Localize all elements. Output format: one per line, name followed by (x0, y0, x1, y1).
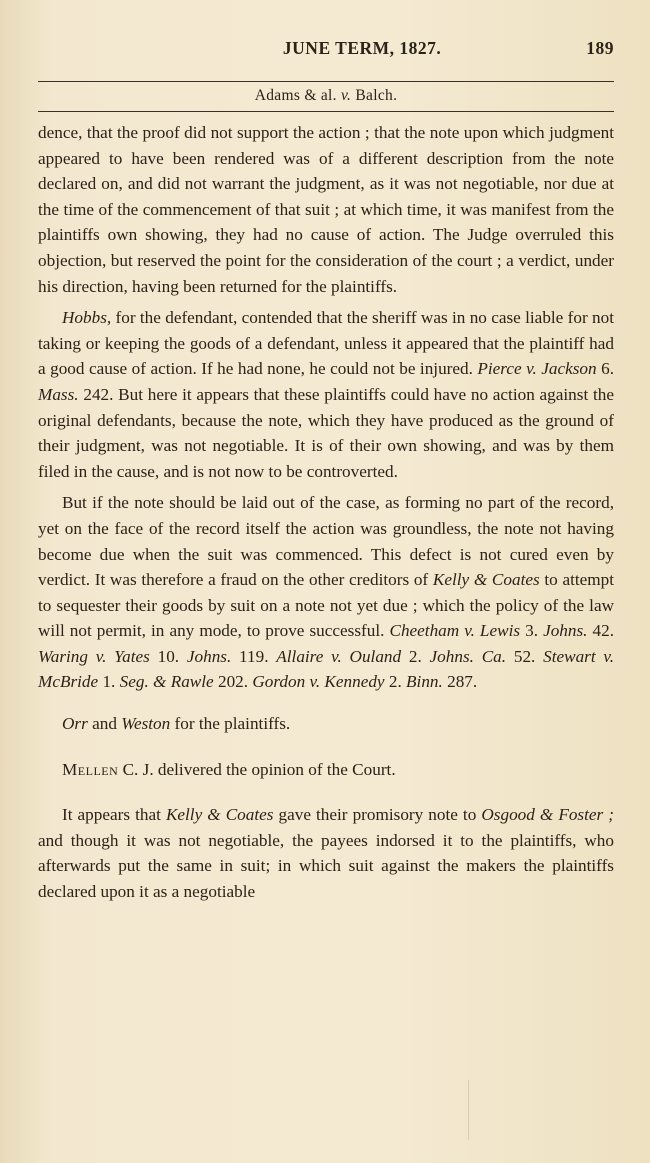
text-run: for the defendant, contended that the sheriff was in no case liable for not taking or keeping the goods of a defendant, unless it appeared that the plaintiff had a good cause of action. If he had none, he could not be injured. (38, 308, 614, 379)
text-run: for the plaintiffs. (170, 714, 291, 734)
citation: Johns. (543, 621, 588, 641)
citation: Johns. (186, 646, 232, 666)
counsel-name: Orr (62, 714, 88, 734)
text-run: 10. (149, 646, 187, 666)
judge-name: Mellen (62, 759, 119, 779)
citation: Stewart v. McBride (38, 646, 615, 692)
paragraph-3 (38, 490, 614, 695)
running-head-title: JUNE TERM, 1827. (282, 38, 442, 58)
paragraph-counsel-plaintiffs (38, 711, 614, 737)
citation: Mass. (38, 384, 79, 404)
text-run: to attempt to sequester their goods by suit on a note not yet due ; which the policy of the law will not permit, in any mode, to prove successful. (38, 570, 614, 641)
text-run: It appears that (62, 805, 166, 825)
citation: Pierce v. Jackson (477, 359, 597, 379)
text-run: But if the note should be laid out of the case, as forming no part of the record, yet on the face of the record itself the action was groundless, the note not having become due when the suit was commenced. This defect is not cured even by verdict. It was therefore a fraud on the other creditors of (38, 493, 614, 590)
text-run: and (87, 714, 122, 734)
page-number: 189 (586, 38, 614, 58)
text-run: 202. (213, 672, 253, 692)
counsel-name: Hobbs, (62, 308, 112, 328)
paragraph-opinion-intro (38, 757, 614, 783)
citation: Waring v. Yates (38, 646, 150, 666)
text-run: gave their promisory note to (273, 805, 482, 825)
text-run: 3. (520, 621, 544, 641)
citation: Seg. & Rawle (119, 672, 214, 692)
counsel-name: Weston (121, 714, 171, 734)
case-defendant: Balch. (355, 87, 398, 104)
case-plaintiffs: Adams & al. (254, 87, 337, 104)
text-run: 2. (401, 646, 430, 666)
text-run: 1. (98, 672, 120, 692)
body-text (38, 120, 614, 905)
text-run: 2. (384, 672, 407, 692)
text-run: 242. But here it appears that these plaintiffs could have no action against the original defendants, because the note, which they have produced as the ground of their judgment, was not negotiable. It is of their own showing, and was by them filed in the cause, and is not now to be controverted. (38, 384, 614, 481)
case-title-rule (38, 111, 614, 112)
paragraph-2 (38, 305, 614, 484)
citation: Cheetham v. Lewis (389, 621, 521, 641)
text-run: 119. (231, 646, 277, 666)
paragraph-opinion (38, 802, 614, 904)
case-title (38, 82, 614, 111)
text-run: 52. (506, 646, 544, 666)
text-run: and though it was not negotiable, the payees indorsed it to the plaintiffs, who afterwards put the same in suit; in which suit against the makers the plaintiffs declared upon it as a negotiable (38, 830, 614, 902)
text-run: C. J. delivered the opinion of the Court. (118, 759, 396, 779)
citation: Johns. Ca. (429, 646, 507, 666)
party-name: Osgood & Foster ; (481, 805, 614, 825)
text-run: 42. (587, 621, 615, 641)
citation: Gordon v. Kennedy (252, 672, 385, 692)
party-name: Kelly & Coates (432, 570, 540, 590)
text-run: 287. (442, 672, 478, 692)
paragraph-1: dence, that the proof did not support the action ; that the note upon which judgment appeared to have been rendered was of a different description from the note declared on, and did not warrant the judgment, as it was not negotiable, nor due at the time of the commencement of that suit ; at which time, it was manifest from the plaintiffs own showing, they had no cause of action. The Judge overruled this objection, but reserved the point for the consideration of the court ; a verdict, under his direction, having been returned for the plaintiffs. (38, 123, 614, 296)
running-header (38, 0, 614, 59)
case-versus: v. (341, 87, 352, 104)
citation: Binn. (406, 672, 443, 692)
citation: Allaire v. Ouland (276, 646, 402, 666)
party-name: Kelly & Coates (165, 805, 274, 825)
page-fold-shadow (468, 1080, 469, 1140)
text-run: 6. (596, 359, 614, 379)
